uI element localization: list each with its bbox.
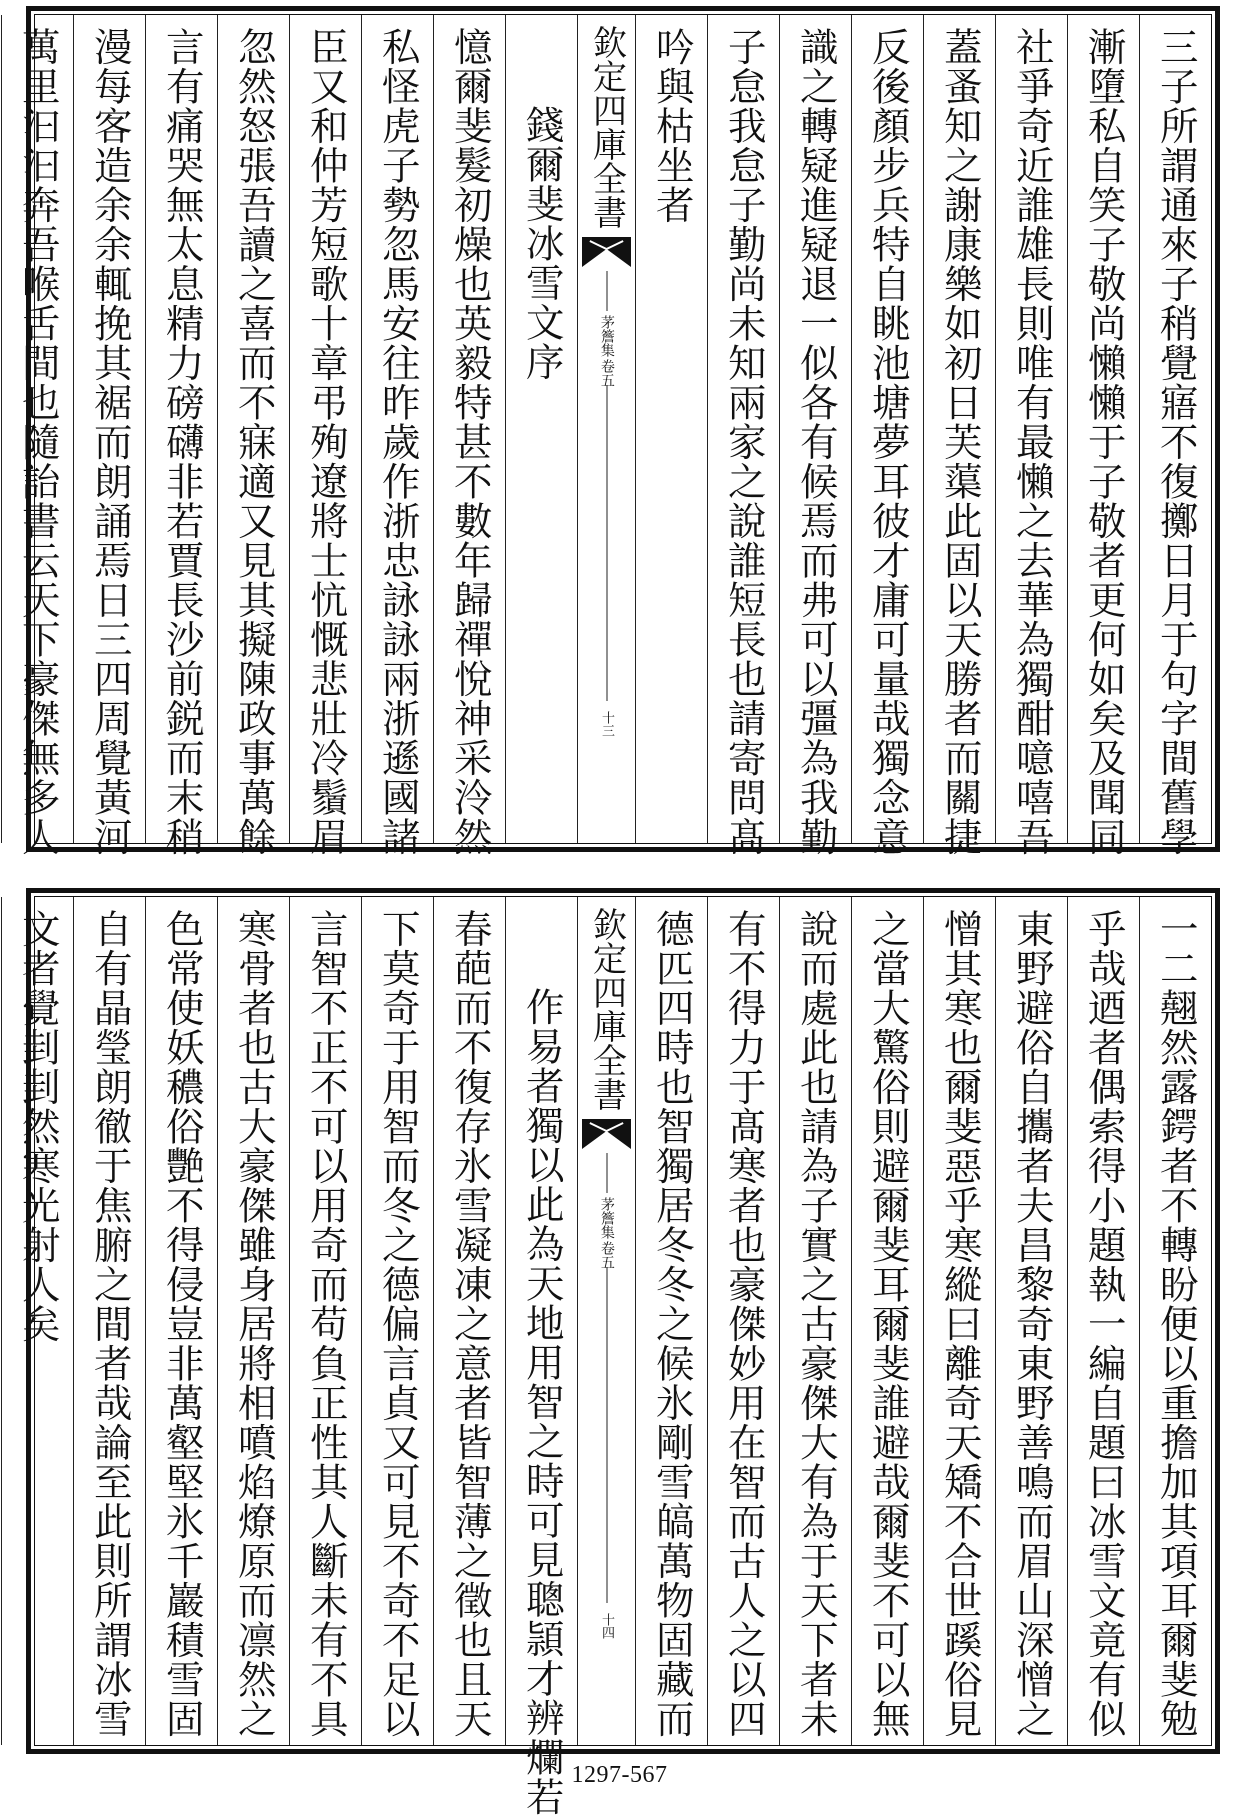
volume-book: 茅簷集 <box>598 1197 615 1239</box>
top-page <box>15 6 1220 857</box>
column-text: 德匹四時也智獨居冬冬之候氷剛雪皜萬物固藏而 <box>649 909 695 1739</box>
column-text: 乎哉迺者偶索得小題執一編自題曰冰雪文竟有似 <box>1081 909 1127 1739</box>
text-column <box>145 15 217 857</box>
text-column <box>1 15 73 857</box>
text-column <box>73 15 145 857</box>
text-column <box>1 897 73 1745</box>
column-text: 有不得力于髙寒者也豪傑妙用在智而古人之以四 <box>721 909 767 1739</box>
column-text: 春葩而不復存氷雪凝凍之意者皆智薄之徵也且天 <box>447 909 493 1739</box>
column-text: 三子所謂通來子稍覺寤不復擲日月于句字間舊學 <box>1153 27 1199 857</box>
text-column <box>923 15 995 857</box>
column-text: 忽然怒張吾讀之喜而不寐適又見其擬陳政事萬餘 <box>231 27 277 857</box>
column-text: 吟與枯坐者 <box>649 27 695 225</box>
column-text: 文者覺刲刲然寒光射人矣 <box>15 909 61 1344</box>
book-title: 欽定四庫全書 <box>586 907 627 1111</box>
column-text: 色常使妖穠俗艷不得侵豈非萬壑堅氷千巖積雪固 <box>159 909 205 1739</box>
text-column <box>707 15 779 857</box>
column-text: 臣又和仲芳短歌十章弔殉遼將士忼慨悲壯冷鬚眉 <box>303 27 349 857</box>
text-column <box>779 15 851 857</box>
text-column <box>289 897 361 1745</box>
column-text: 反後顏步兵特自眺池塘夢耳彼才庸可量哉獨念意 <box>865 27 911 857</box>
column-text: 蓋蚤知之謝康樂如初日芙蕖此固以天勝者而關捷 <box>937 27 983 857</box>
column-text: 錢爾斐冰雪文序 <box>519 105 565 382</box>
page-id: 1297-567 <box>571 1762 668 1788</box>
column-text: 一二翹然露鍔者不轉盼便以重擔加其項耳爾斐勉 <box>1153 909 1199 1739</box>
text-column <box>217 897 289 1745</box>
center-band <box>577 15 635 843</box>
fish-tail <box>582 237 631 267</box>
text-column <box>505 15 577 843</box>
text-column <box>145 897 217 1745</box>
text-column <box>361 897 433 1745</box>
column-text: 寒骨者也古大豪傑雖身居將相噴焰燎原而凛然之 <box>231 909 277 1739</box>
column-text: 下莫奇于用智而冬之德偏言貞又可見不奇不足以 <box>375 909 421 1739</box>
text-column <box>1067 897 1139 1745</box>
column-text: 憎其寒也爾斐惡乎寒縱曰離奇天矯不合世蹊俗見 <box>937 909 983 1739</box>
text-column <box>707 897 779 1745</box>
text-column <box>289 15 361 857</box>
column-text: 私怪虎子勢忽馬安往昨歲作浙忠詠詠兩浙遜國諸 <box>375 27 421 857</box>
column-text: 東野避俗自攜者夫昌黎奇東野善鳴而眉山深憎之 <box>1009 909 1055 1739</box>
volume-juan: 卷五 <box>598 1241 615 1269</box>
text-column <box>851 15 923 857</box>
text-column <box>505 897 577 1817</box>
book-title: 欽定四庫全書 <box>586 25 627 229</box>
text-column <box>433 15 505 857</box>
text-column <box>1067 15 1139 857</box>
column-text: 子怠我怠子勤尚未知兩家之說誰短長也請寄問髙 <box>721 27 767 857</box>
column-text: 自有晶瑩朗徹于焦腑之間者哉論至此則所謂冰雪 <box>87 909 133 1739</box>
text-column <box>779 897 851 1745</box>
text-column <box>851 897 923 1745</box>
text-column <box>995 897 1067 1745</box>
column-text: 憶爾斐髮初燥也英毅特甚不數年歸禪悅神采泠然 <box>447 27 493 857</box>
text-column <box>1139 15 1211 857</box>
volume-juan: 卷五 <box>598 359 615 387</box>
column-text: 漸墮私自笑子敬尚懶懶于子敬者更何如矣及聞同 <box>1081 27 1127 857</box>
text-column <box>635 897 707 1745</box>
column-text: 言智不正不可以用奇而苟負正性其人斷未有不具 <box>303 909 349 1739</box>
column-text: 漫每客造余余輒挽其裾而朗誦焉日三四周覺黃河 <box>87 27 133 857</box>
fish-tail <box>582 1119 631 1149</box>
column-text: 說而處此也請為子實之古豪傑大有為于天下者未 <box>793 909 839 1739</box>
fish-tail-icon <box>582 237 631 267</box>
text-column <box>995 15 1067 857</box>
volume-book: 茅簷集 <box>598 315 615 357</box>
volume-label <box>599 315 614 387</box>
column-text: 萬里汩汩奔吾喉舌間也隨詒書云天下豪傑無多人 <box>15 27 61 857</box>
column-text: 言有痛哭無太息精力磅礴非若賈長沙前鋭而末稍 <box>159 27 205 857</box>
page-number: 十四 <box>599 1613 614 1639</box>
column-text: 作易者獨以此為天地用智之時可見聰頴才辨爛若 <box>519 987 565 1817</box>
volume-label <box>599 1197 614 1269</box>
text-column <box>1139 897 1211 1745</box>
top-page-columns <box>15 15 1211 857</box>
fish-tail-icon <box>582 1119 631 1149</box>
text-column <box>923 897 995 1745</box>
center-band <box>577 897 635 1745</box>
column-text: 社爭奇近誰雄長則唯有最懶之去華為獨酣噫嘻吾 <box>1009 27 1055 857</box>
text-column <box>217 15 289 857</box>
text-column <box>73 897 145 1745</box>
text-column <box>361 15 433 857</box>
text-column <box>433 897 505 1745</box>
column-text: 之當大驚俗則避爾斐耳爾斐誰避哉爾斐不可以無 <box>865 909 911 1739</box>
page-number: 十三 <box>599 711 614 737</box>
column-text: 識之轉疑進疑退一似各有候焉而弗可以彊為我勤 <box>793 27 839 857</box>
text-column <box>635 15 707 843</box>
